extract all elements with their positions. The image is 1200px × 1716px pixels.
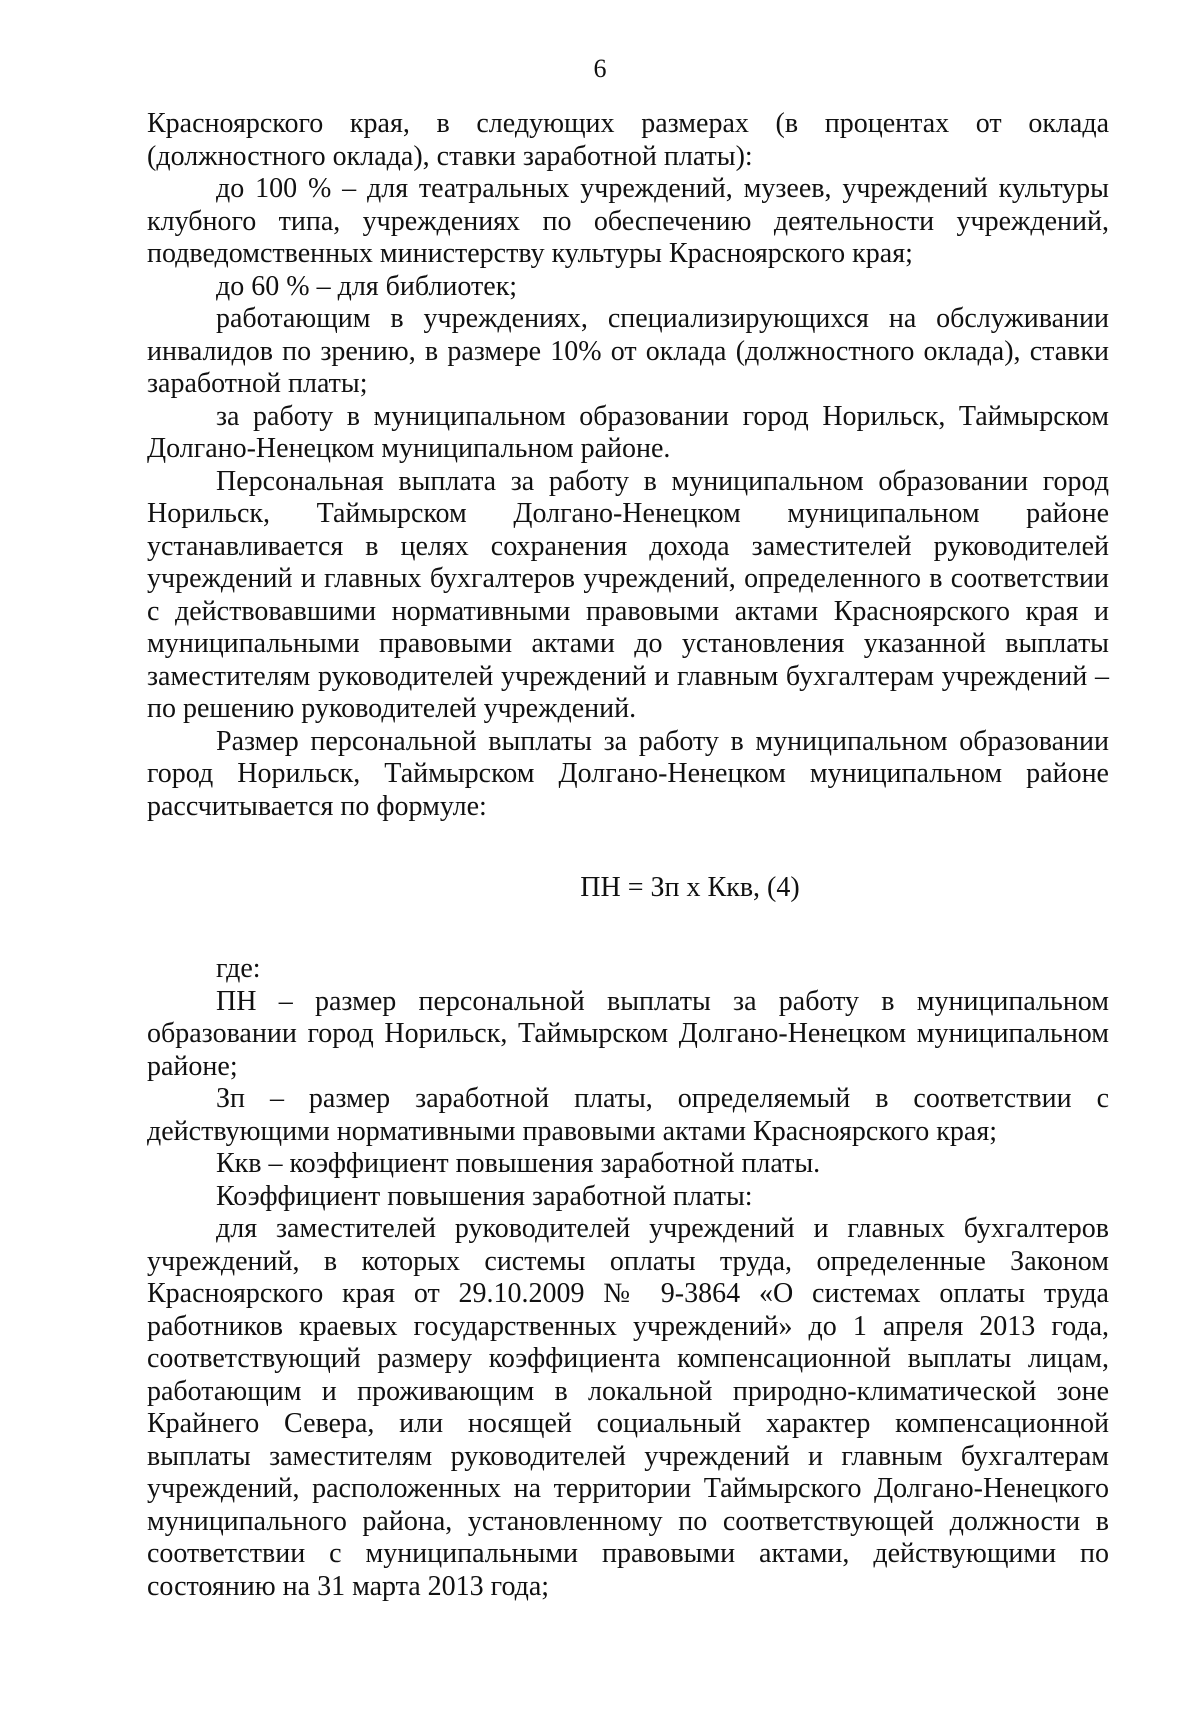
- paragraph: за работу в муниципальном образовании город Норильск, Таймырском Долгано-Ненецком муниципальном районе.: [147, 400, 1109, 464]
- document-body: [147, 108, 1109, 1603]
- paragraph: ПН – размер персональной выплаты за работу в муниципальном образовании город Норильск, Таймырском Долгано-Ненецком муниципальном районе;: [147, 985, 1109, 1082]
- paragraph: где:: [216, 953, 261, 984]
- paragraph: Красноярского края, в следующих размерах (в процентах от оклада (должностного оклада), ставки заработной платы):: [147, 108, 1109, 172]
- formula: ПН = Зп х Ккв, (4): [580, 872, 800, 903]
- paragraph: Зп – размер заработной платы, определяемый в соответствии с действующими нормативными правовыми актами Красноярского края;: [147, 1083, 1109, 1147]
- paragraph: до 100 % – для театральных учреждений, музеев, учреждений культуры клубного типа, учреждениях по обеспечению деятельности учреждений, подведомственных министерству культуры Красноярского края;: [147, 173, 1109, 269]
- page-number: 6: [593, 54, 607, 83]
- paragraph: Ккв – коэффициент повышения заработной платы.: [216, 1148, 821, 1179]
- paragraph: работающим в учреждениях, специализирующихся на обслуживании инвалидов по зрению, в размере 10% от оклада (должностного оклада), ставки заработной платы;: [147, 303, 1109, 399]
- paragraph: Размер персональной выплаты за работу в муниципальном образовании город Норильск, Таймырском Долгано-Ненецком муниципальном районе рассчитывается по формуле:: [147, 725, 1109, 822]
- paragraph: Персональная выплата за работу в муниципальном образовании город Норильск, Таймырском Долгано-Ненецком муниципальном районе устанавливается в целях сохранения дохода заместителей руководителей учреждений и главных бухгалтеров учреждений, определенного в соответствии с действовавшими нормативными правовыми актами Красноярского края и муниципальными правовыми актами до установления указанной выплаты заместителям руководителей учреждений и главным бухгалтерам учреждений – по решению руководителей учреждений.: [147, 465, 1109, 724]
- paragraph: до 60 % – для библиотек;: [216, 270, 518, 302]
- paragraph: Коэффициент повышения заработной платы:: [216, 1180, 753, 1212]
- paragraph: для заместителей руководителей учреждений и главных бухгалтеров учреждений, в которых системы оплаты труда, определенные Законом Красноярского края от 29.10.2009 № 9-3864 «О системах оплаты труда работников краевых государственных учреждений» до 1 апреля 2013 года, соответствующий размеру коэффициента компенсационной выплаты лицам, работающим и проживающим в локальной природно-климатической зоне Крайнего Севера, или носящей социальный характер компенсационной выплаты заместителям руководителей учреждений и главным бухгалтерам учреждений, расположенных на территории Таймырского Долгано-Ненецкого муниципального района, установленному по соответствующей должности в соответствии с муниципальными правовыми актами, действующими по состоянию на 31 марта 2013 года;: [147, 1213, 1109, 1602]
